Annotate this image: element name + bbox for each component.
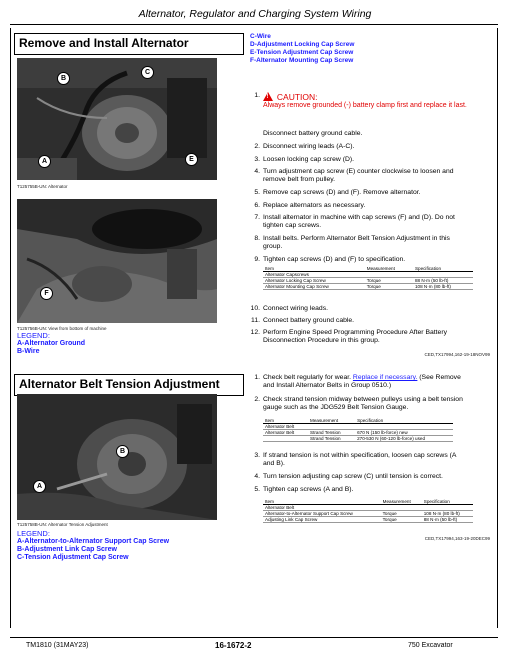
callout-b: B [57,72,70,85]
legend-item-b: B-Wire [17,348,40,355]
legend-title: LEGEND: [17,529,50,538]
callout-e: E [185,153,198,166]
legend-item-e: E-Tension Adjustment Cap Screw [250,49,354,56]
table-row: Alternator Locking Cap Screw Torque 88 N·m (50 lb-ft) [263,278,473,284]
footer-machine: 750 Excavator [408,642,453,649]
legend-item-a: A-Alternator-to-Alternator Support Cap Screw [17,538,170,545]
header-rule [10,24,498,25]
callout-f: F [40,287,53,300]
page-header: Alternator, Regulator and Charging System Wiring [138,8,372,20]
section1-legend [17,332,85,356]
legend-title: LEGEND: [17,331,50,340]
right-rule [497,28,498,628]
callout-a: A [33,480,46,493]
callout-a: A [38,155,51,168]
table-row: Alternator Capscrews [263,272,473,278]
section2-reference: CED,TX17994,163-19-20DEC99 [424,536,490,541]
caution-text: Always remove grounded (-) battery clamp first and replace it last. [263,102,467,109]
table-row: Alternator Belt [263,424,453,430]
section2-title: Alternator Belt Tension Adjustment [14,374,244,396]
replace-link[interactable]: Replace if necessary. [352,374,418,381]
footer-page-number: 16-1672-2 [215,641,252,650]
legend-item-c: C-Wire [250,33,271,40]
section1-title: Remove and Install Alternator [14,33,244,55]
photo1-caption: T125755B-UN: Alternator [17,184,68,189]
belt-tension-spec-table: Item Measurement Specification Alternator Belt Alternator Belt Strand Tension 670 N (150 lb-force) new Strand Tension 270-530 N (60-120 lb-force) used [263,418,453,442]
legend-item-d: D-Adjustment Locking Cap Screw [250,41,355,48]
caution-label: CAUTION: [276,92,318,102]
section2-legend [17,530,169,562]
table-row: Alternator Mounting Cap Screw Torque 108 N·m (80 lb-ft) [263,284,473,290]
cap-screw-torque-table: Item Measurement Specification Alternator Belt Alternator-to-Alternator Support Cap Screw Torque 108 N·m (80 lb-ft) Adjusting Link Cap Screw Torque 88 N·m (50 lb-ft) [263,499,473,523]
torque-spec-table-1: Item Measurement Specification Alternator Capscrews Alternator Locking Cap Screw Torque 88 N·m (50 lb-ft) Alternator Mounting Cap Screw Torque 108 N·m (80 lb-ft) [263,266,473,290]
table-row: Alternator-to-Alternator Support Cap Screw Torque 108 N·m (80 lb-ft) [263,511,473,517]
footer-manual-id: TM1810 (31MAY23) [26,642,89,649]
callout-b: B [116,445,129,458]
table-row: Adjusting Link Cap Screw Torque 88 N·m (50 lb-ft) [263,517,473,523]
legend-item-b: B-Adjustment Link Cap Screw [17,546,117,553]
legend-item-c: C-Tension Adjustment Cap Screw [17,554,129,561]
photo3-caption: T125758B-UN: Alternator Tension Adjustment [17,522,108,527]
photo2-caption: T125756B-UN: View from bottom of machine [17,326,107,331]
legend-item-a: A-Alternator Ground [17,340,86,347]
section1-legend-right [250,33,354,65]
disconnect-note: Disconnect battery ground cable. [263,130,363,137]
footer-rule [10,637,498,638]
left-rule [10,28,11,628]
tension-adjustment-photo [17,394,217,520]
table-row: Strand Tension 270-530 N (60-120 lb-force) used [263,436,453,442]
callout-c: C [141,66,154,79]
step-number: 1. [254,92,260,99]
machine-bottom-photo [17,199,217,323]
table-row: Alternator Belt [263,505,473,511]
table-row: Alternator Belt Strand Tension 670 N (150 lb-force) new [263,430,453,436]
legend-item-f: F-Alternator Mounting Cap Screw [250,57,354,64]
caution-icon [263,92,273,101]
section1-reference: CED,TX17994,162-19-18NOV99 [424,352,490,357]
